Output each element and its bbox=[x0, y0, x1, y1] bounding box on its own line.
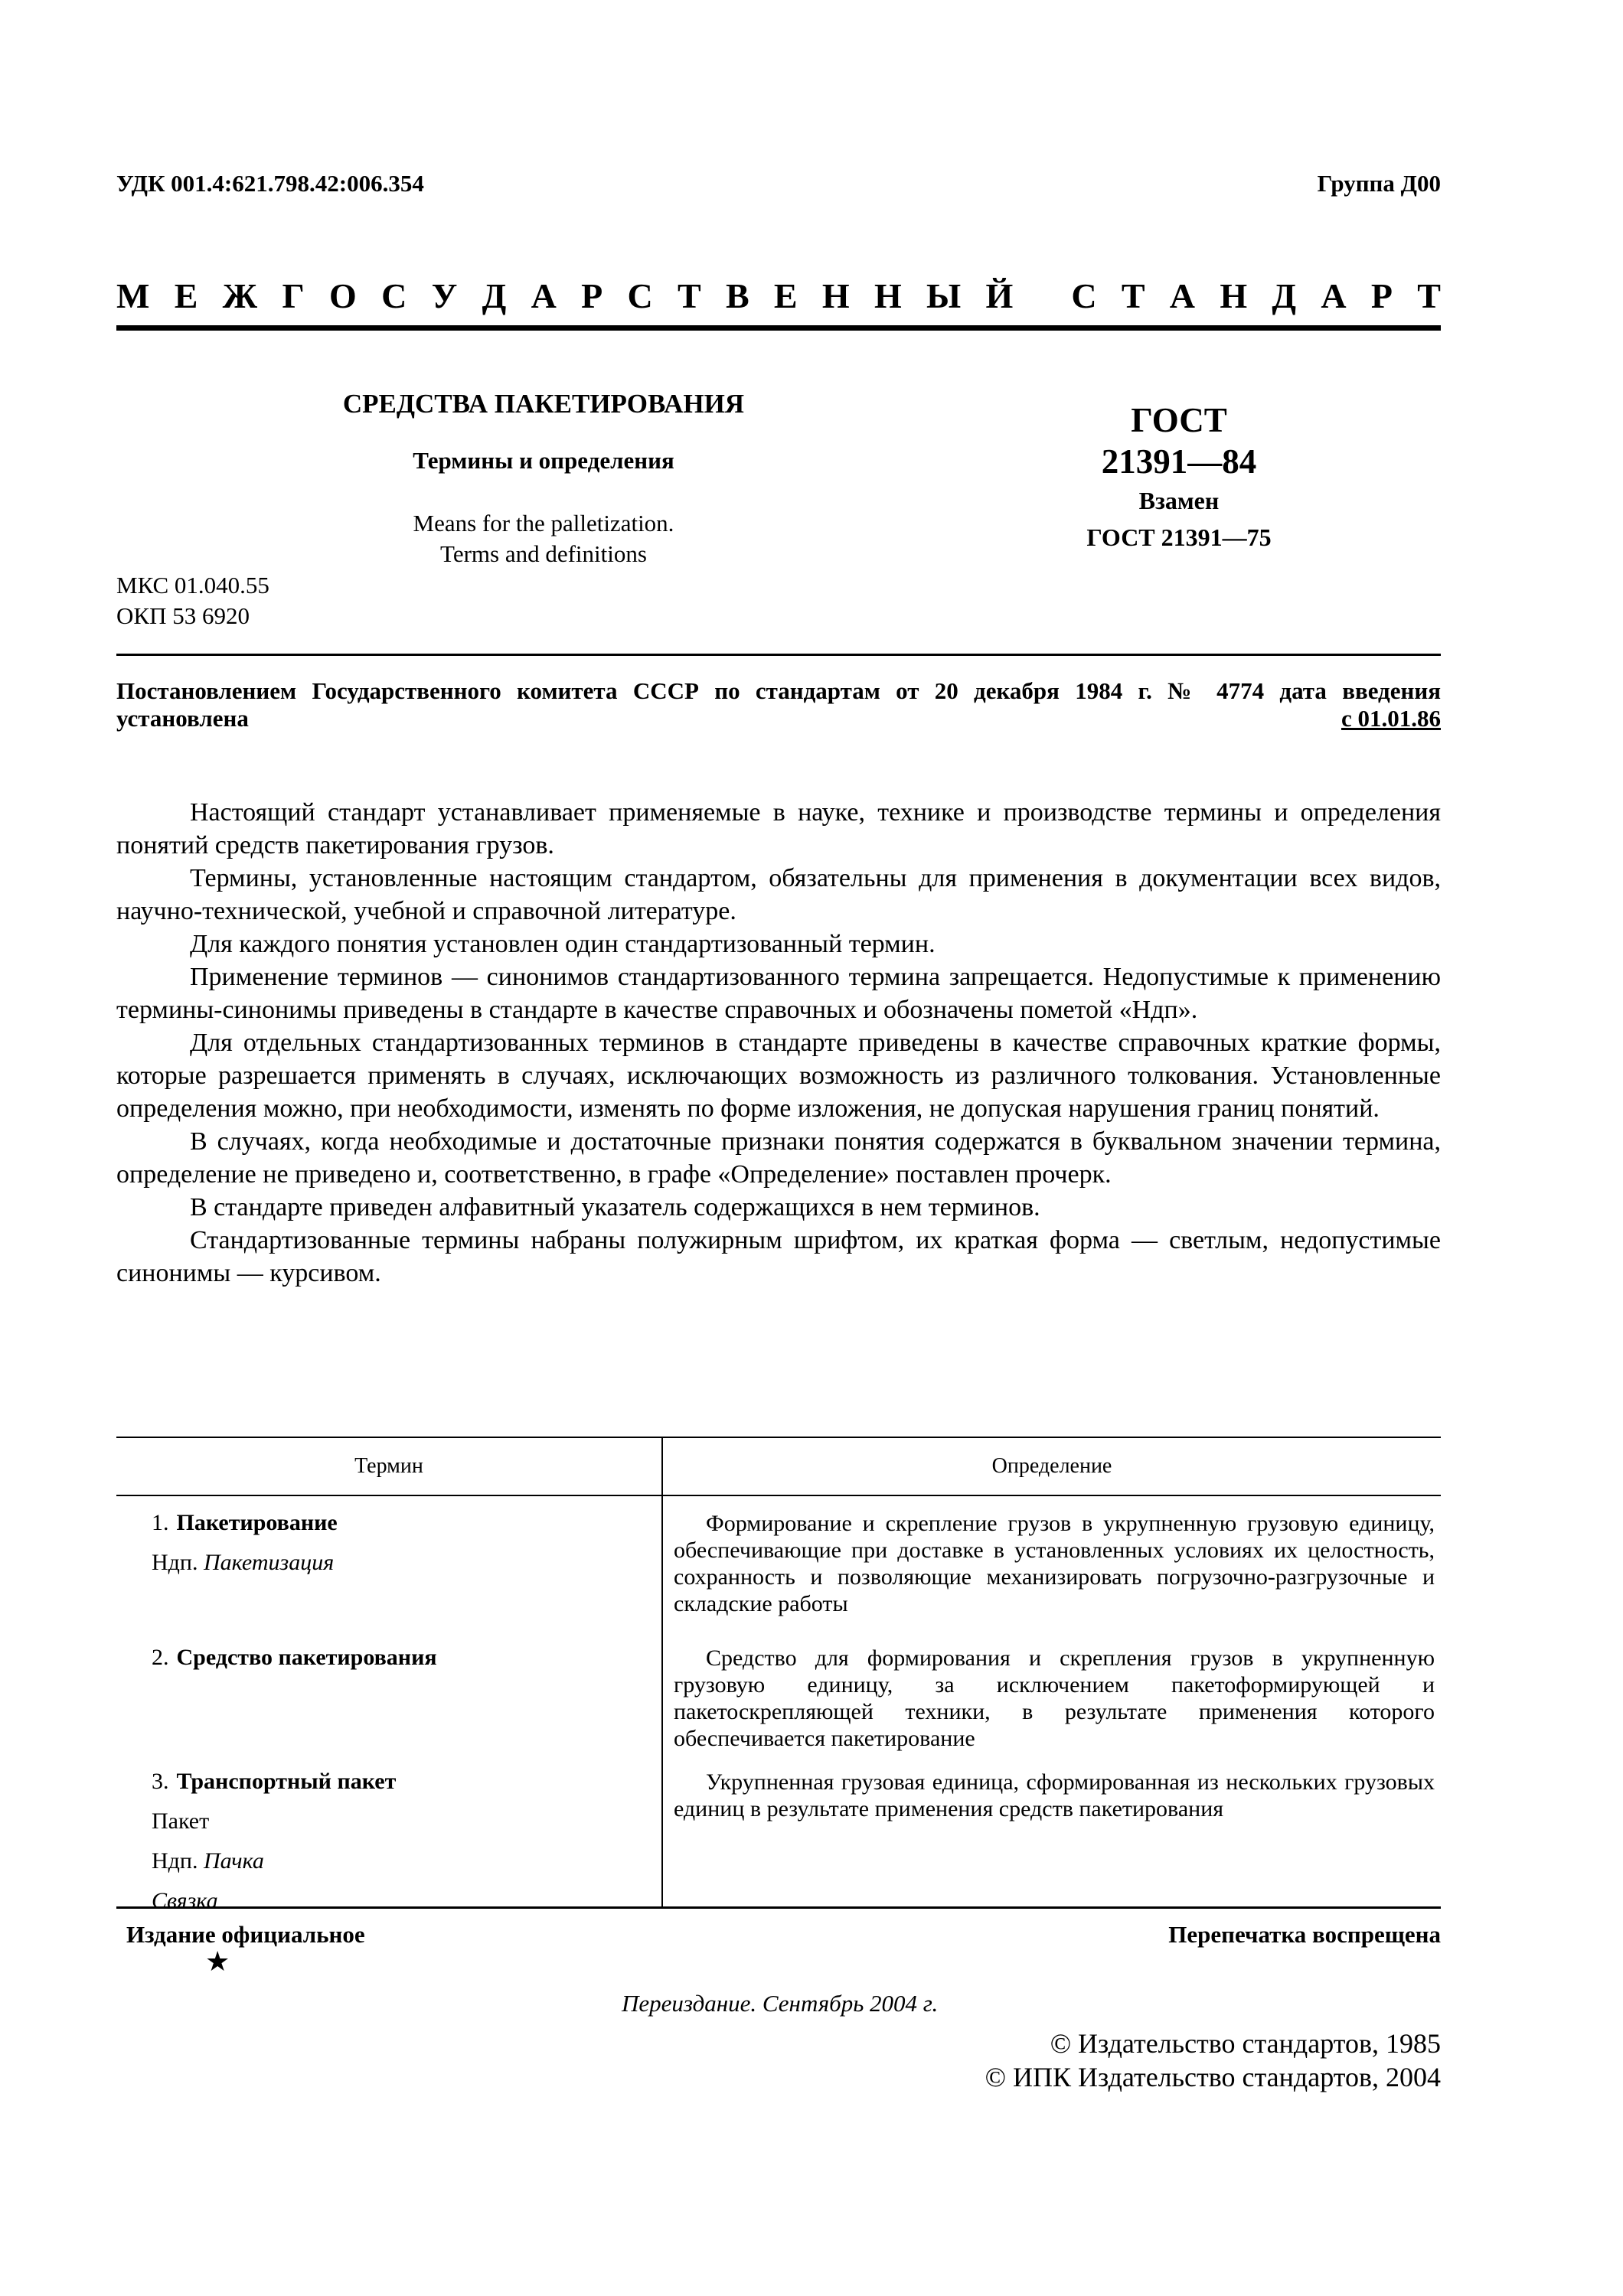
ndp-synonym: Пачка bbox=[203, 1848, 264, 1874]
heading-letter: Д bbox=[482, 276, 507, 315]
intro-paragraph: Для отдельных стандартизованных терминов в стандарте приведены в качестве справочных краткие формы, которые разрешается применять в случаях, исключающих возможность из различного толкования. Установленные определения можно, при необходимости, изменять по форме изложения, не допуская нарушения границ понятий. bbox=[116, 1029, 1441, 1123]
heading-letter: У bbox=[431, 276, 458, 315]
heading-letter: О bbox=[329, 276, 357, 315]
heading-letter: А bbox=[531, 276, 557, 315]
table-row-term-2 bbox=[152, 1645, 437, 1671]
heading-letter: С bbox=[627, 276, 653, 315]
introduction-date: с 01.01.86 bbox=[1341, 705, 1441, 732]
reissue-note: Переиздание. Сентябрь 2004 г. bbox=[622, 1990, 939, 2017]
interstate-standard-heading bbox=[116, 276, 1441, 316]
intro-paragraph: Стандартизованные термины набраны полужирным шрифтом, их краткая форма — светлым, недопустимые синонимы — курсивом. bbox=[116, 1226, 1441, 1287]
group-code: Группа Д00 bbox=[1317, 170, 1441, 197]
title-block bbox=[276, 389, 812, 569]
classification-codes bbox=[116, 570, 269, 631]
intro-paragraph: Для каждого понятия установлен один стандартизованный термин. bbox=[190, 930, 936, 958]
heading-letter: А bbox=[1321, 276, 1347, 315]
heading-letter: Ж bbox=[222, 276, 258, 315]
document-title: СРЕДСТВА ПАКЕТИРОВАНИЯ bbox=[342, 389, 745, 419]
term-3-ndp-2 bbox=[152, 1888, 218, 1914]
heading-letter: Е bbox=[773, 276, 798, 315]
term-number: 1. bbox=[152, 1510, 169, 1535]
mks-code: МКС 01.040.55 bbox=[116, 572, 269, 598]
ndp-prefix: Ндп. bbox=[152, 1550, 198, 1575]
heading-letter: Д bbox=[1272, 276, 1297, 315]
star-icon: ★ bbox=[205, 1946, 230, 1977]
definition-2: Средство для формирования и скрепления грузов в укрупненную грузовую единицу, за исключением пакетоформирующей и пакетоскрепляющей техники, в результате применения которого обеспечивается пакетирование bbox=[674, 1645, 1435, 1751]
table-header bbox=[116, 1438, 1441, 1496]
title-rule bbox=[116, 654, 1441, 656]
term-name: Пакетирование bbox=[176, 1510, 338, 1535]
heading-letter bbox=[1038, 276, 1047, 316]
table-row-term-1 bbox=[152, 1510, 338, 1536]
table-row-term-3 bbox=[152, 1769, 396, 1795]
replaces-label: Взамен bbox=[1138, 487, 1220, 514]
udk-code: УДК 001.4:621.798.42:006.354 bbox=[116, 170, 424, 197]
intro-paragraph: Применение терминов — синонимов стандартизованного термина запрещается. Недопустимые к применению термины-синонимы приведены в стандарте в качестве справочных и обозначены пометой «Ндп». bbox=[116, 963, 1441, 1024]
term-column bbox=[116, 1496, 663, 1913]
heading-letter: Т bbox=[1417, 276, 1441, 315]
column-header-definition: Определение bbox=[991, 1454, 1112, 1478]
copyright bbox=[985, 2027, 1441, 2094]
term-1-ndp bbox=[152, 1550, 334, 1576]
term-3-short-form: Пакет bbox=[152, 1808, 210, 1834]
heading-letter: Е bbox=[174, 276, 198, 315]
terms-table bbox=[116, 1437, 1441, 1913]
definition-column bbox=[663, 1496, 1441, 1906]
copyright-line-2: © ИПК Издательство стандартов, 2004 bbox=[985, 2062, 1441, 2092]
decree bbox=[116, 677, 1441, 732]
decree-line-1: Постановлением Государственного комитета СССР по стандартам от 20 декабря 1984 г. № 4774 дата введения bbox=[116, 677, 1441, 704]
decree-established: установлена bbox=[116, 705, 249, 732]
heading-letter: Н bbox=[874, 276, 902, 315]
official-edition: Издание официальное bbox=[126, 1921, 365, 1948]
heading-letter: Г bbox=[282, 276, 305, 315]
definition-1: Формирование и скрепление грузов в укрупненную грузовую единицу, обеспечивающие при доставке в установленных условиях их целостность, сохранность и позволяющие механизировать погрузочно-разгрузочные и складские работы bbox=[674, 1511, 1435, 1616]
okp-code: ОКП 53 6920 bbox=[116, 602, 250, 629]
intro-paragraph: В стандарте приведен алфавитный указатель содержащихся в нем терминов. bbox=[190, 1193, 1040, 1221]
intro-paragraph: Настоящий стандарт устанавливает применяемые в науке, технике и производстве термины и определения понятий средств пакетирования грузов. bbox=[116, 798, 1441, 859]
heading-letter: А bbox=[1169, 276, 1196, 315]
heading-letter: Р bbox=[1370, 276, 1393, 315]
heading-letter: Ы bbox=[926, 276, 962, 315]
header-rule bbox=[116, 325, 1441, 331]
heading-letter: В bbox=[725, 276, 749, 315]
copyright-line-1: © Издательство стандартов, 1985 bbox=[1050, 2028, 1441, 2059]
definition-3: Укрупненная грузовая единица, сформированная из нескольких грузовых единиц в результате применения средств пакетирования bbox=[674, 1769, 1435, 1821]
gost-number: 21391—84 bbox=[1101, 442, 1257, 481]
heading-letter: С bbox=[1071, 276, 1097, 315]
heading-letter: Н bbox=[821, 276, 850, 315]
term-name: Средство пакетирования bbox=[176, 1645, 437, 1670]
heading-letter: Т bbox=[1121, 276, 1145, 315]
heading-letter: Н bbox=[1220, 276, 1248, 315]
gost-label: ГОСТ bbox=[1131, 401, 1227, 439]
heading-letter: Р bbox=[581, 276, 603, 315]
ndp-synonym: Пакетизация bbox=[203, 1550, 335, 1575]
english-title-line-2: Terms and definitions bbox=[440, 540, 647, 567]
introduction-text bbox=[116, 796, 1441, 1290]
term-number: 2. bbox=[152, 1645, 169, 1670]
heading-letter: М bbox=[116, 276, 150, 315]
document-subtitle: Термины и определения bbox=[413, 447, 674, 474]
reprint-prohibited: Перепечатка воспрещена bbox=[1168, 1921, 1441, 1948]
ndp-synonym: Связка bbox=[152, 1888, 218, 1913]
intro-paragraph: Термины, установленные настоящим стандартом, обязательны для применения в документации всех видов, научно-технической, учебной и справочной литературе. bbox=[116, 864, 1441, 925]
gost-block bbox=[1041, 400, 1317, 556]
term-name: Транспортный пакет bbox=[176, 1769, 397, 1794]
term-3-ndp bbox=[152, 1848, 264, 1874]
heading-letter: Й bbox=[985, 276, 1014, 315]
heading-letter: Т bbox=[677, 276, 701, 315]
decree-line-2 bbox=[116, 705, 1441, 732]
heading-letter: С bbox=[381, 276, 407, 315]
table-body bbox=[116, 1496, 1441, 1913]
replaces-gost: ГОСТ 21391—75 bbox=[1086, 523, 1272, 551]
english-title-line-1: Means for the palletization. bbox=[413, 510, 674, 536]
term-number: 3. bbox=[152, 1769, 169, 1794]
ndp-prefix: Ндп. bbox=[152, 1848, 198, 1874]
column-header-term: Термин bbox=[116, 1438, 663, 1495]
english-title bbox=[276, 508, 812, 569]
intro-paragraph: В случаях, когда необходимые и достаточные признаки понятия содержатся в буквальном значении термина, определение не приведено и, соответственно, в графе «Определение» поставлен прочерк. bbox=[116, 1127, 1441, 1189]
